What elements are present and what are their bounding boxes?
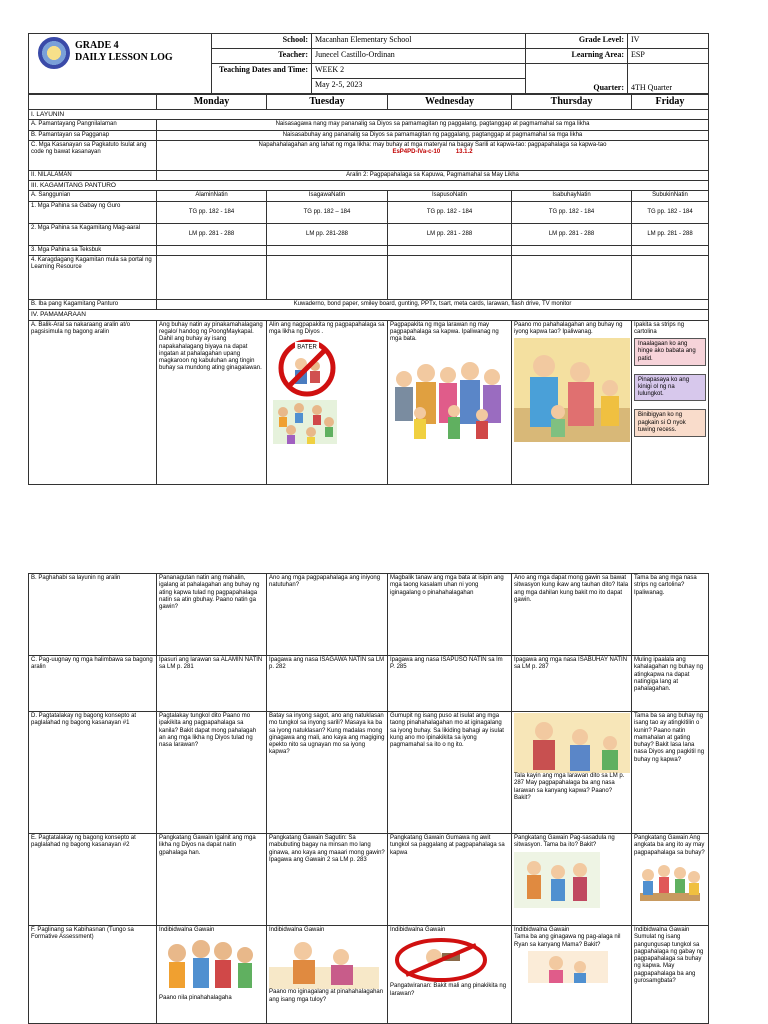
header-table [28, 33, 709, 94]
kagamitan-mag-wednesday: LM pp. 281 - 288 [388, 223, 512, 245]
helped-body [331, 965, 353, 985]
elder-body [570, 745, 590, 771]
lr-friday [632, 256, 709, 300]
happy-kids-icon [159, 937, 259, 995]
B-thursday: Ano ang mga dapat mong gawin sa bawat sitwasyon kung ikaw ang tauhan dito? Itala ang mga dahilan kung bakit mo ito dapat gawin. [512, 574, 632, 656]
kid3-body [476, 421, 488, 439]
deped-seal-icon [38, 37, 70, 69]
quarter-value: 4TH Quarter [628, 64, 709, 94]
E-thursday: Pangkatang Gawain Pag-sasadula ng sitwasyon. Tama ba ito? Bakit? [514, 835, 615, 849]
row-label-C: C. Pag-uugnay ng mga halimbawa sa bagong aralin [29, 656, 157, 712]
F-wednesday: Pangatwiranan: Bakit mali ang pinakikita ng larawan? [390, 983, 507, 997]
teksbuk-tuesday [267, 245, 388, 255]
D-thursday: Tala kayin ang mga larawan dito sa LM p. 287 May pagpapahalaga ba ang nasa larawan sa kanyang kapwa? Paano? Bakit? [514, 773, 625, 801]
helping-hands-icon [269, 937, 379, 989]
kid-c-head [214, 942, 232, 960]
D-thursday-cell [512, 712, 632, 834]
grade-level-value: IV [628, 34, 709, 49]
E-thursday-cell [512, 834, 632, 926]
day-header-wednesday: Wednesday [388, 95, 512, 110]
teacher-value: Junecel Castillo-Ordinan [312, 49, 526, 64]
prohibited-action-icon [394, 937, 488, 983]
section-nilalaman: II. NILALAMAN [29, 170, 157, 180]
school-value: Macanhan Elementary School [312, 34, 526, 49]
mama-body [549, 970, 563, 983]
row-c-cell [157, 140, 709, 170]
row-label-teksbuk: 3. Mga Pahina sa Teksbuk [29, 245, 157, 255]
adult-body [533, 740, 555, 770]
kid-head-1 [278, 407, 288, 417]
A-friday: Ipakita sa strips ng cartolina [634, 321, 685, 335]
kagamitan-mag-monday: LM pp. 281 - 288 [157, 223, 267, 245]
grandma-body [568, 382, 594, 426]
kid-b-head [192, 940, 210, 958]
student3-head [674, 867, 686, 879]
gabay-tuesday: TG pp. 182 – 184 [267, 201, 388, 223]
row-label-B: B. Paghahabi sa layunin ng aralin [29, 574, 157, 656]
D-monday: Pagtalakay tungkol dito Paano mo ipakikita ang pagpapahalaga sa kanila? Bakit dapat mong pahalagah an ang mga likha ng Diyos tulad ng nasa larawan? [157, 712, 267, 834]
kagamitan-mag-tuesday: LM pp. 281-288 [267, 223, 388, 245]
student4-head [688, 871, 700, 883]
no-hitting-sign-icon [277, 338, 337, 398]
sanggunian-wednesday: IsapusoNatin [388, 191, 512, 201]
gabay-thursday: TG pp. 182 - 184 [512, 201, 632, 223]
doc-title: DAILY LESSON LOG [75, 52, 173, 63]
learning-area-value: ESP [628, 49, 709, 64]
kid-head-2 [294, 403, 304, 413]
F-tuesday: Paano mo iginagalang at pinahahalagahan ang isang mga tuloy? [269, 989, 384, 1003]
F-tuesday-cell [267, 926, 388, 1024]
kid-d-head [237, 947, 253, 963]
sanggunian-friday: SubukinNatin [632, 191, 709, 201]
day-header-tuesday: Tuesday [267, 95, 388, 110]
kid-a-body [169, 962, 185, 988]
row-c-text: Napahahalagahan ang lahat ng mga likha: may buhay at mga materyal na bagay Sarili at kapwa-tao: pagpapahalaga sa kapwa-tao [258, 141, 607, 148]
F-monday: Paano nila pinahahalagaha [159, 995, 232, 1002]
caring-illustration-icon [514, 713, 630, 773]
row-label-D: D. Pagtatalakay ng bagong konsepto at paglalahad ng bagong kasanayan #1 [29, 712, 157, 834]
sanggunian-monday: AlaminNatin [157, 191, 267, 201]
F-monday-cell [157, 926, 267, 1024]
kid-head-4 [324, 417, 334, 427]
row-label-iba: B. Iba pang Kagamitang Panturo [29, 300, 157, 310]
F-friday: Sumulat ng isang pangungusap tungkol sa pagpahalaga ng gabay ng pagpapahalaga sa buhay ng kapwa. May pagpapahalaga ba ang gurosamgbata? [634, 934, 704, 985]
kid-body-6 [307, 437, 315, 444]
adult-head [535, 722, 553, 740]
kid-body [602, 750, 618, 770]
D-tuesday: Batay sa inyong sagot, ano ang natuklasan mo tungkol sa inyong sarili? Masaya ka ba sa iyong natuklasan? Kung madalas mong ginagawa ang mali, ano kaya ang magiging epekto nito sa ugnayan mo sa iyong kapwa? [267, 712, 388, 834]
gabay-monday: TG pp. 182 - 184 [157, 201, 267, 223]
mother-son-icon [528, 951, 608, 983]
sanggunian-thursday: IsabuhayNatin [512, 191, 632, 201]
teksbuk-wednesday [388, 245, 512, 255]
kid1-body [414, 419, 426, 439]
iba-text: Kuwaderno, bond paper, smiley board, gunting, PPTx, tsart, meta cards, larawan, flash drive, TV monitor [157, 300, 709, 310]
F-tuesday-head: Indibidwalna Gawain [269, 927, 325, 933]
C-wednesday: Ipagawa ang nasa ISAPUSO NATIN sa lm P. 285 [388, 656, 512, 712]
school-label: School: [212, 34, 312, 49]
day-header-monday: Monday [157, 95, 267, 110]
grade-title: GRADE 4 [75, 40, 119, 51]
A-thursday-cell [512, 320, 632, 484]
F-wednesday-head: Indibidwalna Gawain [390, 927, 446, 933]
F-friday-head: Indibidwalna Gawain [634, 927, 690, 933]
kagamitan-mag-thursday: LM pp. 281 - 288 [512, 223, 632, 245]
C-friday: Muling ipaalala ang kahalagahan ng buhay ng atingkapwa na dapat natingiga lang at pahalagahan. [632, 656, 709, 712]
helped-head [333, 949, 349, 965]
A-wednesday: Pagpapakita ng mga larawan ng may pagpapahalaga sa kapwa. Ipaliwanag ng mga bata. [390, 321, 499, 343]
row-label-a: A. Pamantayang Pangnilalaman [29, 120, 157, 130]
F-monday-head: Indibidwalna Gawain [159, 927, 215, 933]
E-wednesday: Pangkatang Gawain Gumawa ng awit tungkol sa paggalang at pagpapahalaga sa kapwa [388, 834, 512, 926]
group-work-icon [634, 859, 706, 915]
man-head [461, 362, 479, 380]
kid-head-3 [312, 405, 322, 415]
child2-body [310, 371, 320, 383]
day-header-friday: Friday [632, 95, 709, 110]
teksbuk-friday [632, 245, 709, 255]
grandma-head [484, 369, 500, 385]
kid-c-body [215, 960, 231, 988]
row-a-text: Naisasagawa nang may pananalig sa Diyos sa pamamagitan ng paggalang, pagtanggap at pagmamahal sa mga likha [157, 120, 709, 130]
kid-head [603, 736, 617, 750]
kid-head-5 [286, 425, 296, 435]
student4-body [689, 883, 699, 895]
children-circle-icon [273, 400, 337, 444]
learning-area-label: Learning Area: [526, 49, 628, 64]
section-kagamitan: III. KAGAMITANG PANTURO [29, 181, 709, 191]
C-thursday: Ipagawa ang mga nasa ISABUHAY NATIN sa LM p. 287 [512, 656, 632, 712]
strip-card-3: Binibigyan ko ng pagkain si O nyok tuwing recess. [634, 409, 706, 437]
F-thursday-cell [512, 926, 632, 1024]
row-label-A: A. Balik-Aral sa nakaraang aralin at/o pagsisimula ng bagong aralin [29, 320, 157, 484]
actor1-head [527, 861, 541, 875]
row-label-b: B. Pamantayan sa Pagganap [29, 130, 157, 140]
competency-number: 13.1.2 [455, 149, 473, 156]
baby-body [551, 419, 565, 437]
section-pamamaraan: IV. PAMAMARAAN [29, 310, 709, 320]
sign-label: BATER [297, 344, 317, 351]
A-monday: Ang buhay natin ay pinakamahalagang regalo/ handog ng PoongMaykapal. Dahil ang buhay ay isang napakahalagang biyaya na dapat ingatan at pahalagahan upang magkaroon ng kabuluhan ang tingin buhay sa mundong ating ginagalawan. [157, 320, 267, 484]
grandpa-head [396, 371, 412, 387]
elder-head [572, 729, 588, 745]
D-wednesday: Gumupit ng isang puso at isulat ang mga taong pinahahalagahan mo at iginagalang sa iyong buhay. Sa likiding bahagi ay isulat kung ano mo ipinakikita sa iyong pagmamahal sa ito o ng ito. [388, 712, 512, 834]
family-picture-icon [390, 347, 506, 447]
row-b-text: Naisasabuhay ang pananalig sa Diyos sa pamamagitan ng paggalang, pagtanggap at pagmamahal sa mga likha [157, 130, 709, 140]
lr-monday [157, 256, 267, 300]
A-tuesday-cell [267, 320, 388, 484]
grade-level-label: Grade Level: [526, 34, 628, 49]
gabay-wednesday: TG pp. 182 - 184 [388, 201, 512, 223]
B-wednesday: Magbalik tanaw ang mga bata at isipin ang mga taong kasalam uhan ni yong iginagalang o pinahahalagahan [388, 574, 512, 656]
actor3-head [573, 863, 587, 877]
teacher-label: Teacher: [212, 49, 312, 64]
ryan-head [574, 961, 586, 973]
kid-b-body [193, 958, 209, 988]
kid3-head [476, 409, 488, 421]
strip-card-2: Pinapasaya ko ang kinigi ol ng na lulungkot. [634, 374, 706, 402]
E-friday: Pangkatang Gawain Ang angkata ba ang ito ay may pagpapahalaga sa buhay? [634, 835, 705, 856]
skit-illustration-icon [514, 852, 600, 908]
lesson-table-part1 [28, 94, 709, 485]
day-header-thursday: Thursday [512, 95, 632, 110]
A-friday-cell [632, 320, 709, 484]
lr-tuesday [267, 256, 388, 300]
student2-body [659, 877, 669, 893]
row-label-kagamitan-mag: 2. Mga Pahina sa Kagamitang Mag-aaral [29, 223, 157, 245]
C-tuesday: Ipagawa ang nasa ISAGAWA NATIN sa LM p. 282 [267, 656, 388, 712]
row-label-c: C. Mga Kasanayan sa Pagkatuto Isulat ang code ng bawat kasanayan [29, 140, 157, 170]
teksbuk-thursday [512, 245, 632, 255]
grandpa-body [395, 387, 413, 421]
student2-head [658, 865, 670, 877]
kid-body-1 [279, 417, 287, 427]
lesson-table-part2 [28, 573, 709, 1024]
baby-head [551, 405, 565, 419]
ground [269, 967, 379, 989]
child-body [601, 396, 619, 426]
strip-card-1: Inaalagaan ko ang hinge ako babata ang patid. [634, 338, 706, 366]
father-head [417, 364, 435, 382]
kid1-head [414, 407, 426, 419]
ryan-body [574, 973, 586, 983]
kid-d-body [238, 963, 252, 988]
grandma-head [570, 362, 590, 382]
lr-thursday [512, 256, 632, 300]
B-monday: Pananagutan natin ang mahalin, igalang at pahalagahan ang buhay ng ating kapwa tulad ng pagpapahalaga natin sa atin gbuhay. Paano natin ga gawin? [157, 574, 267, 656]
teksbuk-monday [157, 245, 267, 255]
B-tuesday: Ano ang mga pagpapahalaga ang iniyong natutuhan? [267, 574, 388, 656]
C-monday: Ipasuri ang larawan sa ALAMIN NATIN sa LM p. 281 [157, 656, 267, 712]
mother-head [533, 355, 555, 377]
logo-title-cell [29, 34, 212, 94]
quarter-label: Quarter: [526, 64, 628, 94]
nilalaman-text: Aralin 2: Pagpapahalaga sa Kapuwa, Pagmamahal sa May Likha [157, 170, 709, 180]
kagamitan-mag-friday: LM pp. 281 - 288 [632, 223, 709, 245]
kid-body-5 [287, 435, 295, 444]
kid2-body [448, 417, 460, 439]
row-label-F: F. Paglinang sa Kabihasnan (Tungo sa Formative Assessment) [29, 926, 157, 1024]
dates-label: Teaching Dates and Time: [212, 64, 312, 94]
title-block [75, 40, 173, 64]
D-friday: Tama ba sa ang buhay ng isang tao ay atingkitilin o kunin? Paano natin mamahalan at gating buhay? Bakit lasa lana nasa Diyos ang pagkitil ng buhay ng kapwa? [632, 712, 709, 834]
actor1-body [527, 875, 541, 899]
sanggunian-tuesday: IsagawaNatin [267, 191, 388, 201]
kid-body-3 [313, 415, 321, 425]
actor2-head [551, 865, 565, 879]
section-layunin: I. LAYUNIN [29, 110, 709, 120]
kid-a-head [168, 944, 186, 962]
kid-body-4 [325, 427, 333, 437]
A-tuesday: Alin ang nagpapakita ng pagpapahalaga sa mga likha ng Diyos . [269, 321, 385, 335]
mother-son-bg [528, 951, 608, 983]
row-label-gabay: 1. Mga Pahina sa Gabay ng Guro [29, 201, 157, 223]
B-friday: Tama ba ang mga nasa strips ng cartolina? Ipaliwanag. [632, 574, 709, 656]
F-thursday: Tama ba ang ginagawa ng pag-alaga nil Ryan sa kanyang Mama? Bakit? [514, 934, 621, 948]
student3-body [675, 879, 685, 893]
row-label-lr-portal: 4. Karagdagang Kagamitan mula sa portal ng Learning Resource [29, 256, 157, 300]
kid-body-2 [295, 413, 303, 423]
F-wednesday-cell [388, 926, 512, 1024]
F-friday-cell [632, 926, 709, 1024]
student1-head [642, 869, 654, 881]
mama-head [549, 956, 563, 970]
actor2-body [551, 879, 565, 901]
E-friday-cell [632, 834, 709, 926]
dates-value: May 2-5, 2023 [312, 79, 526, 94]
A-thursday: Paano mo pahahalagahan ang buhay ng iyong kapwa tao? Ipaliwanag. [514, 321, 623, 335]
kid-head-6 [306, 427, 316, 437]
row-label-sanggunian: A. Sanggunian [29, 191, 157, 201]
F-thursday-head: Indibidwalna Gawain [514, 927, 570, 933]
gabay-friday: TG pp. 182 - 184 [632, 201, 709, 223]
child-head [602, 380, 618, 396]
row-label-E: E. Pagtatalakay ng bagong konsepto at paglalahad ng bagong kasanayan #2 [29, 834, 157, 926]
helper-head [294, 942, 312, 960]
lr-wednesday [388, 256, 512, 300]
mother-head [440, 367, 456, 383]
actor3-body [573, 877, 587, 901]
week-value: WEEK 2 [312, 64, 526, 79]
competency-code: EsP4PD-IVa-c-10 [392, 149, 441, 156]
E-monday: Pangkatang Gawain Igalnit ang mga likha ng Diyos na dapat natin gpahalaga han. [157, 834, 267, 926]
E-tuesday: Pangkatang Gawain Sagutin: Sa mabubuting bagay na minsan mo lang ginawa, ano kaya ang maaari mong gawin? Ipagawa ang Gawain 2 sa LM p. 283 [267, 834, 388, 926]
student1-body [643, 881, 653, 895]
caring-family-icon [514, 338, 630, 442]
A-wednesday-cell [388, 320, 512, 484]
helper-body [293, 960, 315, 984]
kid2-head [448, 405, 460, 417]
day-header-blank [29, 95, 157, 110]
